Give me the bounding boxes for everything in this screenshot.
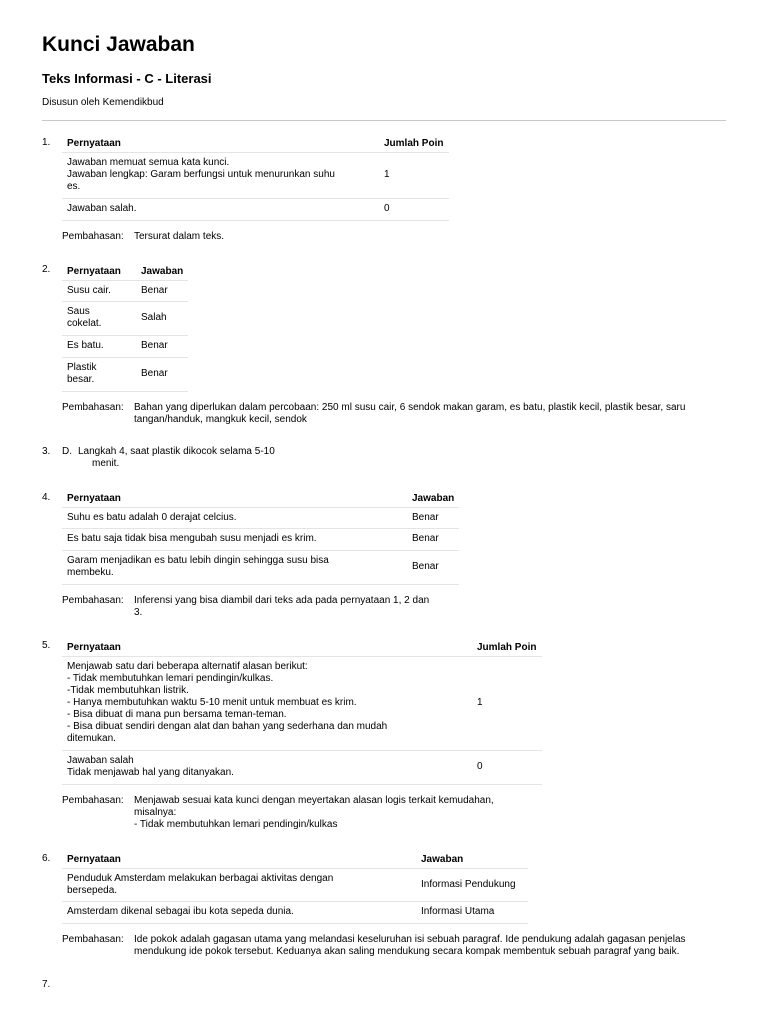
question-number: 7. (42, 979, 51, 990)
statement-cell: Menjawab satu dari beberapa alternatif alasan berikut: - Tidak membutuhkan lemari pendingin/kulkas. -Tidak membutuhkan listrik. - Hanya membutuhkan waktu 5-10 menit untuk membuat es krim. - Bisa dibuat di mana pun bersama teman-teman. - Bisa dibuat sendiri dengan alat dan bahan yang sederhana dan mudah ditemukan. (62, 656, 472, 750)
table-row (62, 357, 188, 391)
question-number: 4. (42, 492, 51, 503)
answer-letter: D. (62, 446, 72, 457)
column-header: Jumlah Poin (472, 639, 542, 656)
statement-cell: Plastik besar. (62, 357, 136, 391)
value-cell: Informasi Pendukung (416, 868, 528, 901)
statement-cell: Susu cair. (62, 280, 136, 301)
value-cell: Salah (136, 301, 188, 335)
answer-table-q5 (62, 639, 542, 785)
question-number: 2. (42, 264, 51, 275)
answer-table-q1 (62, 136, 449, 221)
value-cell: Benar (407, 528, 459, 550)
column-header: Jawaban (407, 490, 459, 507)
table-row (62, 750, 542, 784)
table-row (62, 335, 188, 357)
table-row (62, 528, 459, 550)
statement-cell: Garam menjadikan es batu lebih dingin sehingga susu bisa membeku. (62, 550, 407, 584)
statement-cell: Amsterdam dikenal sebagai ibu kota sepeda dunia. (62, 901, 416, 923)
question-number: 1. (42, 137, 51, 148)
column-header: Pernyataan (62, 851, 416, 868)
statement-cell: Jawaban memuat semua kata kunci. Jawaban lengkap: Garam berfungsi untuk menurunkan suhu es. (62, 152, 379, 198)
column-header: Pernyataan (62, 490, 407, 507)
value-cell: 1 (472, 656, 542, 750)
question-number: 5. (42, 640, 51, 651)
statement-cell: Jawaban salah Tidak menjawab hal yang ditanyakan. (62, 750, 472, 784)
value-cell: Benar (136, 357, 188, 391)
answer-table-q2 (62, 263, 188, 392)
table-row (62, 656, 542, 750)
value-cell: 1 (379, 152, 449, 198)
statement-cell: Es batu saja tidak bisa mengubah susu menjadi es krim. (62, 528, 407, 550)
answer-table-q4 (62, 490, 459, 585)
byline: Disusun oleh Kemendikbud (42, 97, 164, 108)
column-header: Jawaban (136, 263, 188, 280)
table-row (62, 868, 528, 901)
value-cell: Informasi Utama (416, 901, 528, 923)
divider (42, 120, 726, 121)
question-number: 6. (42, 853, 51, 864)
statement-cell: Penduduk Amsterdam melakukan berbagai aktivitas dengan bersepeda. (62, 868, 416, 901)
question-number: 3. (42, 446, 51, 457)
page-title: Kunci Jawaban (42, 33, 195, 56)
value-cell: Benar (407, 550, 459, 584)
table-row (62, 301, 188, 335)
statement-cell: Suhu es batu adalah 0 derajat celcius. (62, 507, 407, 528)
table-row (62, 198, 449, 220)
column-header: Jawaban (416, 851, 528, 868)
column-header: Pernyataan (62, 263, 136, 280)
value-cell: 0 (379, 198, 449, 220)
table-row (62, 550, 459, 584)
column-header: Pernyataan (62, 136, 379, 152)
page-subtitle: Teks Informasi - C - Literasi (42, 71, 212, 86)
value-cell: Benar (136, 280, 188, 301)
table-row (62, 507, 459, 528)
value-cell: Benar (407, 507, 459, 528)
value-cell: Benar (136, 335, 188, 357)
statement-cell: Jawaban salah. (62, 198, 379, 220)
table-row (62, 901, 528, 923)
value-cell: 0 (472, 750, 542, 784)
answer-table-q6 (62, 851, 528, 924)
column-header: Pernyataan (62, 639, 472, 656)
column-header: Jumlah Poin (379, 136, 449, 152)
statement-cell: Saus cokelat. (62, 301, 136, 335)
table-row (62, 152, 449, 198)
table-row (62, 280, 188, 301)
statement-cell: Es batu. (62, 335, 136, 357)
